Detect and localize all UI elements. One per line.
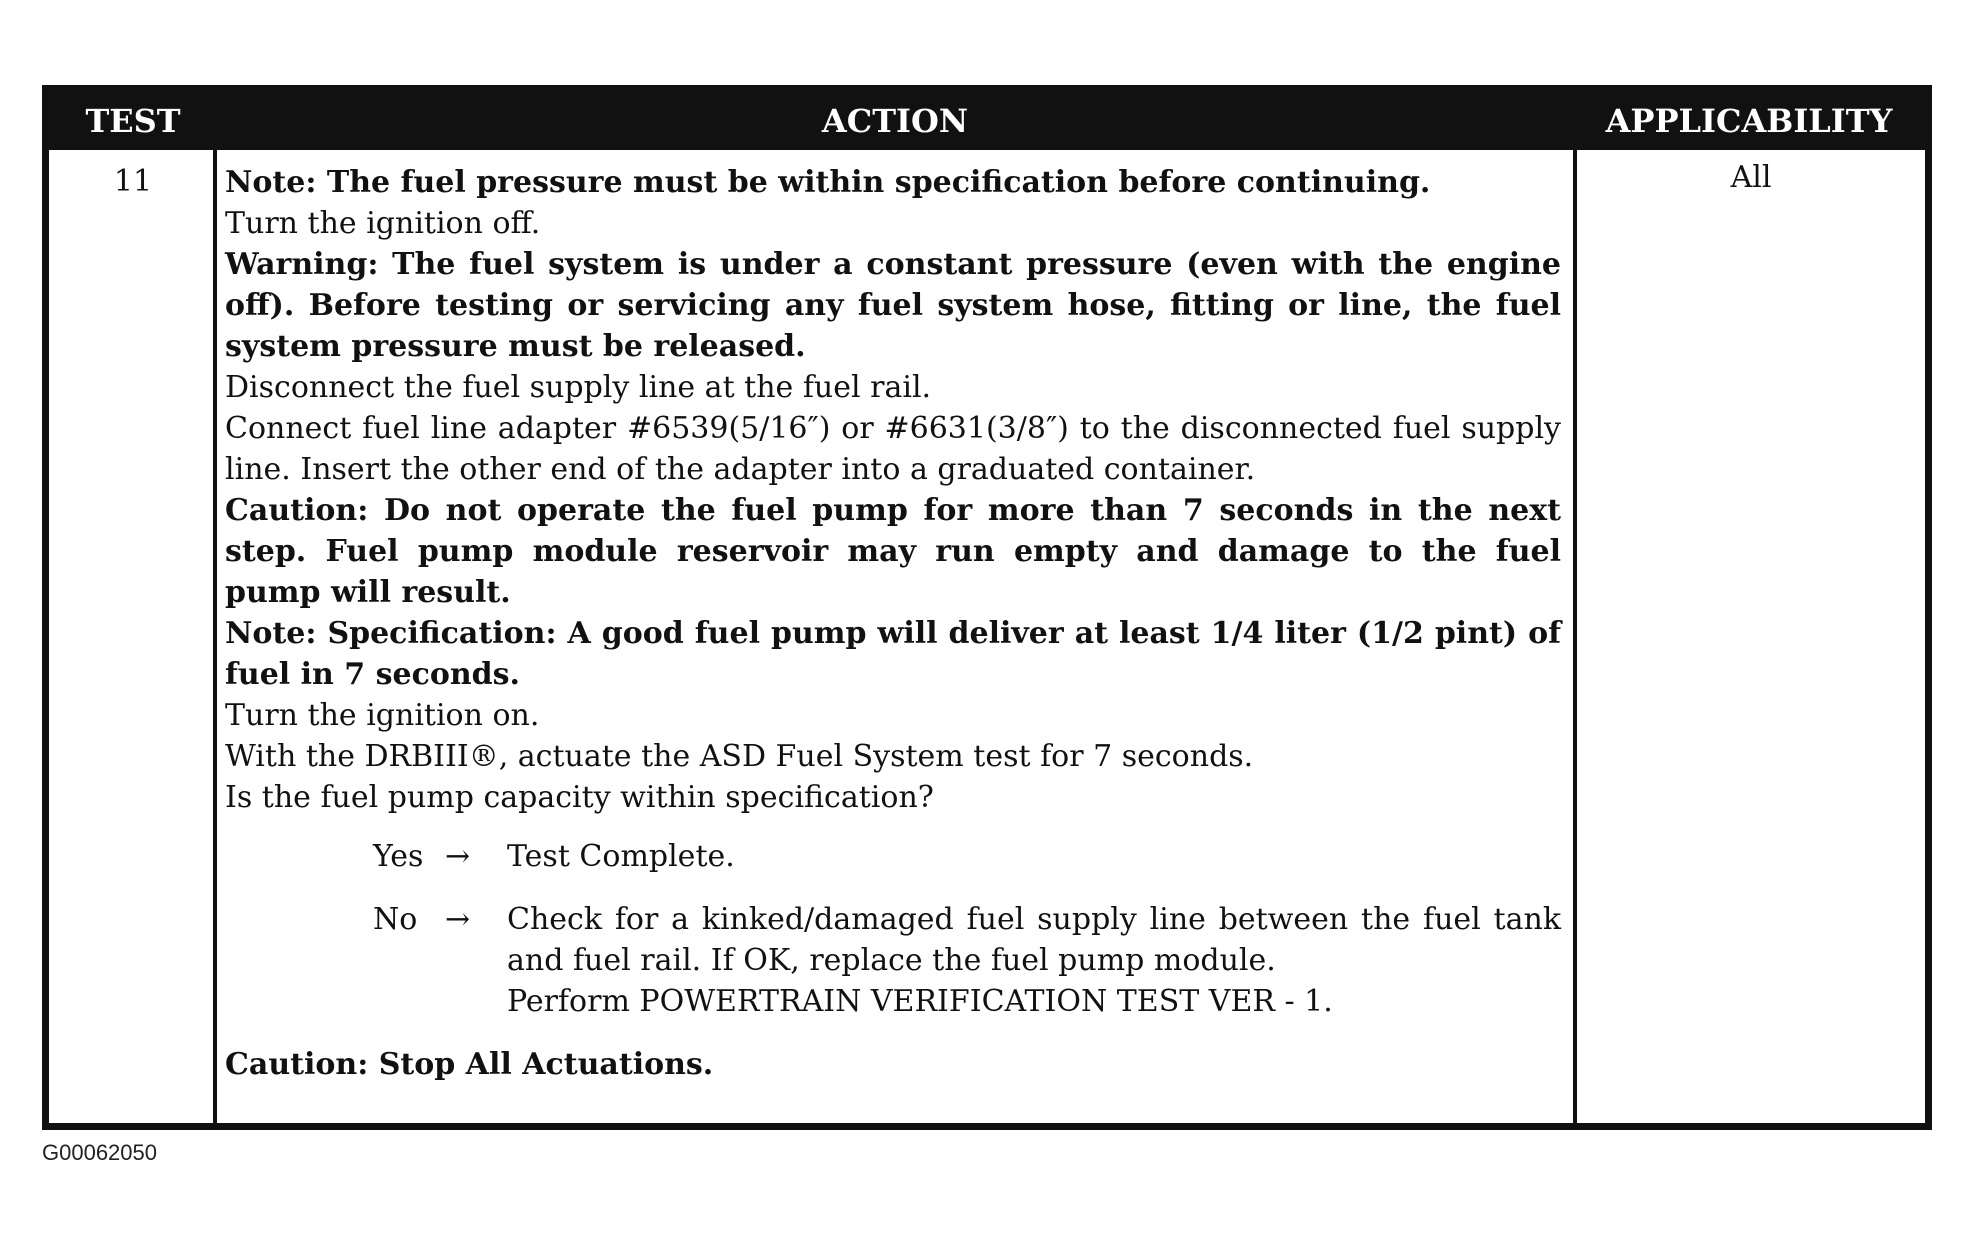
- step-ignition-off: Turn the ignition off.: [225, 206, 541, 241]
- answer-yes-text: Test Complete.: [507, 839, 735, 874]
- note-fuel-pressure: Note: The fuel pressure must be within specification before continuing.: [225, 165, 1431, 200]
- step-actuate-asd: With the DRBIII®, actuate the ASD Fuel System test for 7 seconds.: [225, 739, 1254, 774]
- note-specification: Note: Specification: A good fuel pump will deliver at least 1/4 liter (1/2 pint) of fuel in 7 seconds.: [225, 616, 1561, 692]
- diagnostic-test-table: [42, 85, 1932, 1130]
- header-applicability: APPLICABILITY: [1605, 102, 1893, 140]
- answer-no-verification: Perform POWERTRAIN VERIFICATION TEST VER - 1.: [507, 984, 1333, 1019]
- header-action: ACTION: [821, 102, 969, 140]
- arrow-right-icon: →: [445, 839, 471, 874]
- table-row: [49, 150, 1925, 1123]
- column-divider: [1573, 150, 1577, 1123]
- applicability-value: All: [1730, 160, 1772, 195]
- figure-id: G00062050: [42, 1140, 157, 1165]
- answer-yes-label: Yes: [373, 839, 424, 874]
- test-number: 11: [113, 164, 153, 199]
- caution-pump-duration: Caution: Do not operate the fuel pump for more than 7 seconds in the next step. Fuel pump module reservoir may run empty and damage to the fuel pump will result.: [225, 493, 1561, 610]
- header-test: TEST: [85, 102, 181, 140]
- answer-list: [373, 836, 1561, 1022]
- warning-fuel-pressure: Warning: The fuel system is under a constant pressure (even with the engine off). Before testing or servicing any fuel system hose, fitting or line, the fuel system pressure must be released.: [225, 247, 1561, 364]
- question-capacity: Is the fuel pump capacity within specification?: [225, 780, 934, 815]
- answer-no-text-block: [507, 899, 1561, 1022]
- answer-no-label: No: [373, 902, 418, 937]
- answer-no-text: Check for a kinked/damaged fuel supply line between the fuel tank and fuel rail. If OK, replace the fuel pump module.: [507, 902, 1561, 978]
- step-connect-adapter: Connect fuel line adapter #6539(5/16″) or #6631(3/8″) to the disconnected fuel supply line. Insert the other end of the adapter into a graduated container.: [225, 411, 1561, 487]
- caution-stop-actuations: Caution: Stop All Actuations.: [225, 1047, 714, 1082]
- action-cell: [225, 162, 1561, 1085]
- table-header-row: [49, 92, 1925, 150]
- arrow-right-icon: →: [445, 902, 471, 937]
- step-ignition-on: Turn the ignition on.: [225, 698, 540, 733]
- answer-no: [373, 899, 1561, 1022]
- column-divider: [213, 150, 217, 1123]
- answer-yes: [373, 836, 1561, 877]
- step-disconnect-supply-line: Disconnect the fuel supply line at the fuel rail.: [225, 370, 932, 405]
